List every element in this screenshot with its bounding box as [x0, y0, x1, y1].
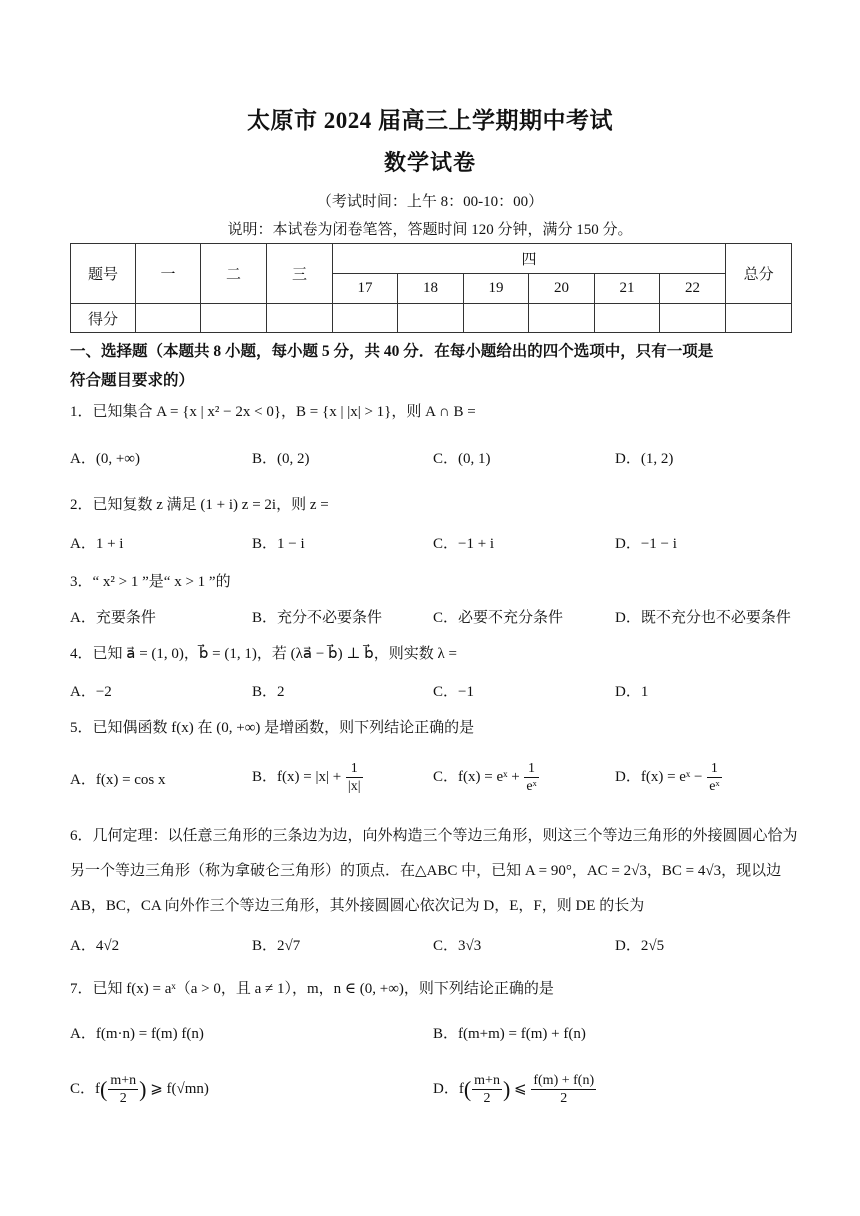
fraction-numerator: 1 — [346, 760, 363, 778]
question-number: 7． — [70, 981, 93, 997]
question-text: 几何定理：以任意三角形的三条边为边，向外构造三个等边三角形，则这三个等边三角形的外接圆圆心恰为另一个等边三角形（称为拿破仑三角形）的顶点．在△ABC 中，已知 A = 90°，AC = 2√3，BC = 4√3，现以边 AB，BC，CA 向外作三个等边三角形，其外接圆圆心依次记为 D，E，F，则 DE 的长为 — [70, 828, 798, 914]
q2-option-a: A．1 + i — [70, 536, 124, 552]
question-1 — [70, 397, 800, 427]
score-cell — [595, 304, 660, 333]
fraction — [108, 1072, 138, 1107]
question-text: 已知 f(x) = aˣ（a > 0，且 a ≠ 1），m，n ∈ (0, +∞)，则下列结论正确的是 — [92, 981, 554, 997]
fraction-denominator: 2 — [560, 1091, 568, 1106]
fraction-denominator: 2 — [483, 1091, 491, 1106]
item-18: 18 — [398, 274, 464, 304]
paren: ( — [100, 1076, 108, 1102]
score-cell — [136, 304, 201, 333]
exam-time: （考试时间：上午 8：00-10：00） — [316, 194, 544, 210]
option-text: ⩽ — [514, 1080, 527, 1097]
score-cell — [267, 304, 333, 333]
item-22: 22 — [660, 274, 726, 304]
item-19: 19 — [464, 274, 529, 304]
fraction-numerator: m+n — [110, 1073, 137, 1088]
fraction — [472, 1072, 502, 1107]
score-cell — [398, 304, 464, 333]
fraction-numerator: m+n — [474, 1073, 500, 1088]
q3-option-c: C．必要不充分条件 — [433, 610, 564, 626]
question-text: 已知复数 z 满足 (1 + i) z = 2i，则 z = — [92, 497, 329, 513]
question-text: 已知 a⃗ = (1, 0)，b⃗ = (1, 1)，若 (λa⃗ − b⃗) ⊥ b⃗，则实数 λ = — [92, 646, 457, 662]
fraction — [531, 1072, 596, 1107]
question-number: 3． — [70, 574, 93, 590]
question-2 — [70, 490, 800, 520]
section-one: 一 — [136, 244, 201, 304]
exam-title: 太原市 2024 届高三上学期期中考试 — [247, 108, 613, 133]
option-text: D．f(x) = eˣ − — [615, 768, 703, 785]
fraction-denominator: 2 — [119, 1091, 127, 1106]
section-four: 四 — [333, 244, 726, 274]
score-cell — [464, 304, 529, 333]
option-text: C．f(x) = eˣ + — [433, 768, 520, 785]
fraction — [707, 760, 721, 795]
q7-option-a: A．f(m·n) = f(m) f(n) — [70, 1026, 204, 1042]
fraction — [346, 760, 363, 795]
fraction-numerator: f(m) + f(n) — [533, 1073, 595, 1088]
q6-option-a: A．4√2 — [70, 938, 120, 954]
q2-option-d: D．−1 − i — [615, 536, 677, 552]
q3-option-d: D．既不充分也不必要条件 — [615, 610, 791, 626]
question-text: 已知偶函数 f(x) 在 (0, +∞) 是增函数，则下列结论正确的是 — [92, 720, 475, 736]
q1-option-b: B．(0, 2) — [252, 451, 310, 467]
question-4 — [70, 639, 800, 669]
q6-option-c: C．3√3 — [433, 938, 482, 954]
item-17: 17 — [333, 274, 398, 304]
fraction-denominator: |x| — [347, 779, 361, 794]
question-text: “ x² > 1 ”是“ x > 1 ”的 — [92, 574, 231, 590]
score-cell — [529, 304, 595, 333]
question-text: 已知集合 A = {x | x² − 2x < 0}，B = {x | |x| > 1}，则 A ∩ B = — [92, 404, 476, 420]
exam-subtitle: 数学试卷 — [383, 150, 476, 175]
section1-heading-line1: 一、选择题（本题共 8 小题，每小题 5 分，共 40 分．在每小题给出的四个选项中，只有一项是 — [70, 343, 714, 360]
fraction-numerator: 1 — [524, 760, 538, 778]
q5-option-a: A．f(x) = cos x — [70, 772, 166, 788]
option-text: C．f — [70, 1080, 101, 1097]
score-table — [70, 243, 792, 333]
section1-heading-line2: 符合题目要求的） — [70, 372, 195, 389]
fraction-denominator: eˣ — [526, 779, 537, 794]
exam-note: 说明：本试卷为闭卷笔答，答题时间 120 分钟，满分 150 分。 — [227, 222, 633, 238]
q2-option-c: C．−1 + i — [433, 536, 495, 552]
q4-option-a: A．−2 — [70, 684, 112, 700]
option-text: ⩾ f(√mn) — [150, 1080, 209, 1097]
question-7 — [70, 974, 800, 1004]
score-cell — [333, 304, 398, 333]
score-cell — [726, 304, 792, 333]
fraction-denominator: eˣ — [709, 779, 720, 794]
q7-option-b: B．f(m+m) = f(m) + f(n) — [433, 1026, 586, 1042]
fraction — [524, 760, 538, 795]
question-6 — [70, 819, 800, 924]
q1-option-a: A．(0, +∞) — [70, 451, 140, 467]
q1-option-c: C．(0, 1) — [433, 451, 491, 467]
q6-option-b: B．2√7 — [252, 938, 301, 954]
question-number: 6． — [70, 828, 93, 844]
q4-option-b: B．2 — [252, 684, 285, 700]
label-question-number: 题号 — [71, 244, 136, 304]
option-text: D．f — [433, 1080, 464, 1097]
question-3 — [70, 567, 800, 597]
q3-option-b: B．充分不必要条件 — [252, 610, 383, 626]
q7-option-d — [433, 1072, 597, 1107]
item-20: 20 — [529, 274, 595, 304]
paren: ) — [139, 1076, 147, 1102]
score-cell — [201, 304, 267, 333]
item-21: 21 — [595, 274, 660, 304]
section-three: 三 — [267, 244, 333, 304]
score-cell — [660, 304, 726, 333]
question-5 — [70, 713, 800, 743]
label-total: 总分 — [726, 244, 792, 304]
option-text: B．f(x) = |x| + — [252, 768, 342, 785]
question-number: 2． — [70, 497, 93, 513]
section-two: 二 — [201, 244, 267, 304]
q7-option-c — [70, 1072, 209, 1107]
paren: ( — [463, 1076, 472, 1102]
q2-option-b: B．1 − i — [252, 536, 305, 552]
fraction-numerator: 1 — [707, 760, 721, 778]
q5-option-b — [252, 760, 364, 795]
q5-option-c — [433, 760, 540, 795]
question-number: 4． — [70, 646, 93, 662]
q1-option-d: D．(1, 2) — [615, 451, 674, 467]
q6-option-d: D．2√5 — [615, 938, 665, 954]
question-number: 1． — [70, 404, 93, 420]
q4-option-c: C．−1 — [433, 684, 474, 700]
paren: ) — [502, 1076, 511, 1102]
question-number: 5． — [70, 720, 93, 736]
label-score: 得分 — [71, 304, 136, 333]
q3-option-a: A．充要条件 — [70, 610, 156, 626]
q5-option-d — [615, 760, 723, 795]
q4-option-d: D．1 — [615, 684, 649, 700]
